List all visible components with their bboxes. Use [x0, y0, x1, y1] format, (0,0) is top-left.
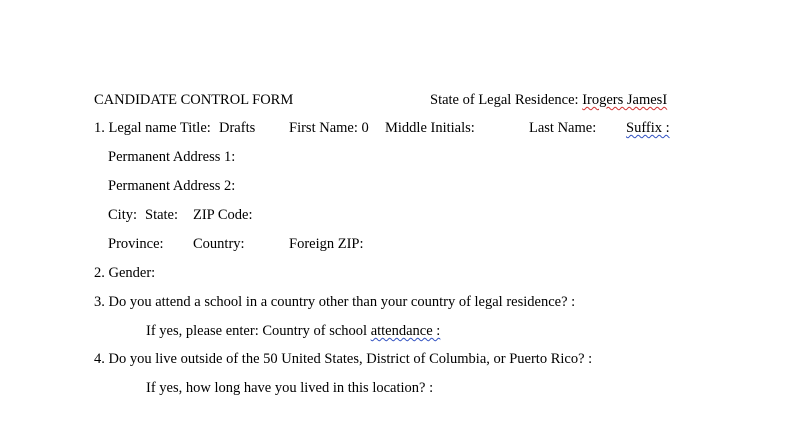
state-of-residence-line	[430, 91, 667, 109]
permanent-address-1-field: Permanent Address 1:	[108, 149, 236, 165]
foreign-zip-field: Foreign ZIP:	[289, 236, 364, 252]
gender-question: 2. Gender:	[94, 265, 156, 281]
legal-name-title-value: Drafts	[219, 120, 256, 136]
school-country-followup-text: If yes, please enter: Country of school	[146, 323, 371, 339]
state-of-residence-label: State of Legal Residence:	[430, 92, 583, 108]
live-outside-us-followup: If yes, how long have you lived in this location? :	[146, 380, 434, 396]
q1-label: 1. Legal name Title:	[94, 120, 211, 136]
school-country-question: 3. Do you attend a school in a country other than your country of legal residence? :	[94, 294, 576, 310]
form-title: CANDIDATE CONTROL FORM	[94, 92, 294, 108]
suffix-field: Suffix :	[626, 120, 670, 136]
country-field: Country:	[193, 236, 245, 252]
live-outside-us-question: 4. Do you live outside of the 50 United States, District of Columbia, or Puerto Rico? :	[94, 351, 593, 367]
permanent-address-2-field: Permanent Address 2:	[108, 178, 236, 194]
zip-code-field: ZIP Code:	[193, 207, 253, 223]
city-field: City:	[108, 207, 138, 223]
first-name-field: First Name: 0	[289, 120, 369, 136]
school-attendance-word: attendance :	[370, 323, 441, 339]
state-field: State:	[145, 207, 179, 223]
last-name-field: Last Name:	[529, 120, 597, 136]
province-field: Province:	[108, 236, 164, 252]
school-country-followup	[146, 322, 440, 340]
middle-initials-field: Middle Initials:	[385, 120, 475, 136]
state-of-residence-value: Irogers JamesI	[582, 92, 668, 108]
